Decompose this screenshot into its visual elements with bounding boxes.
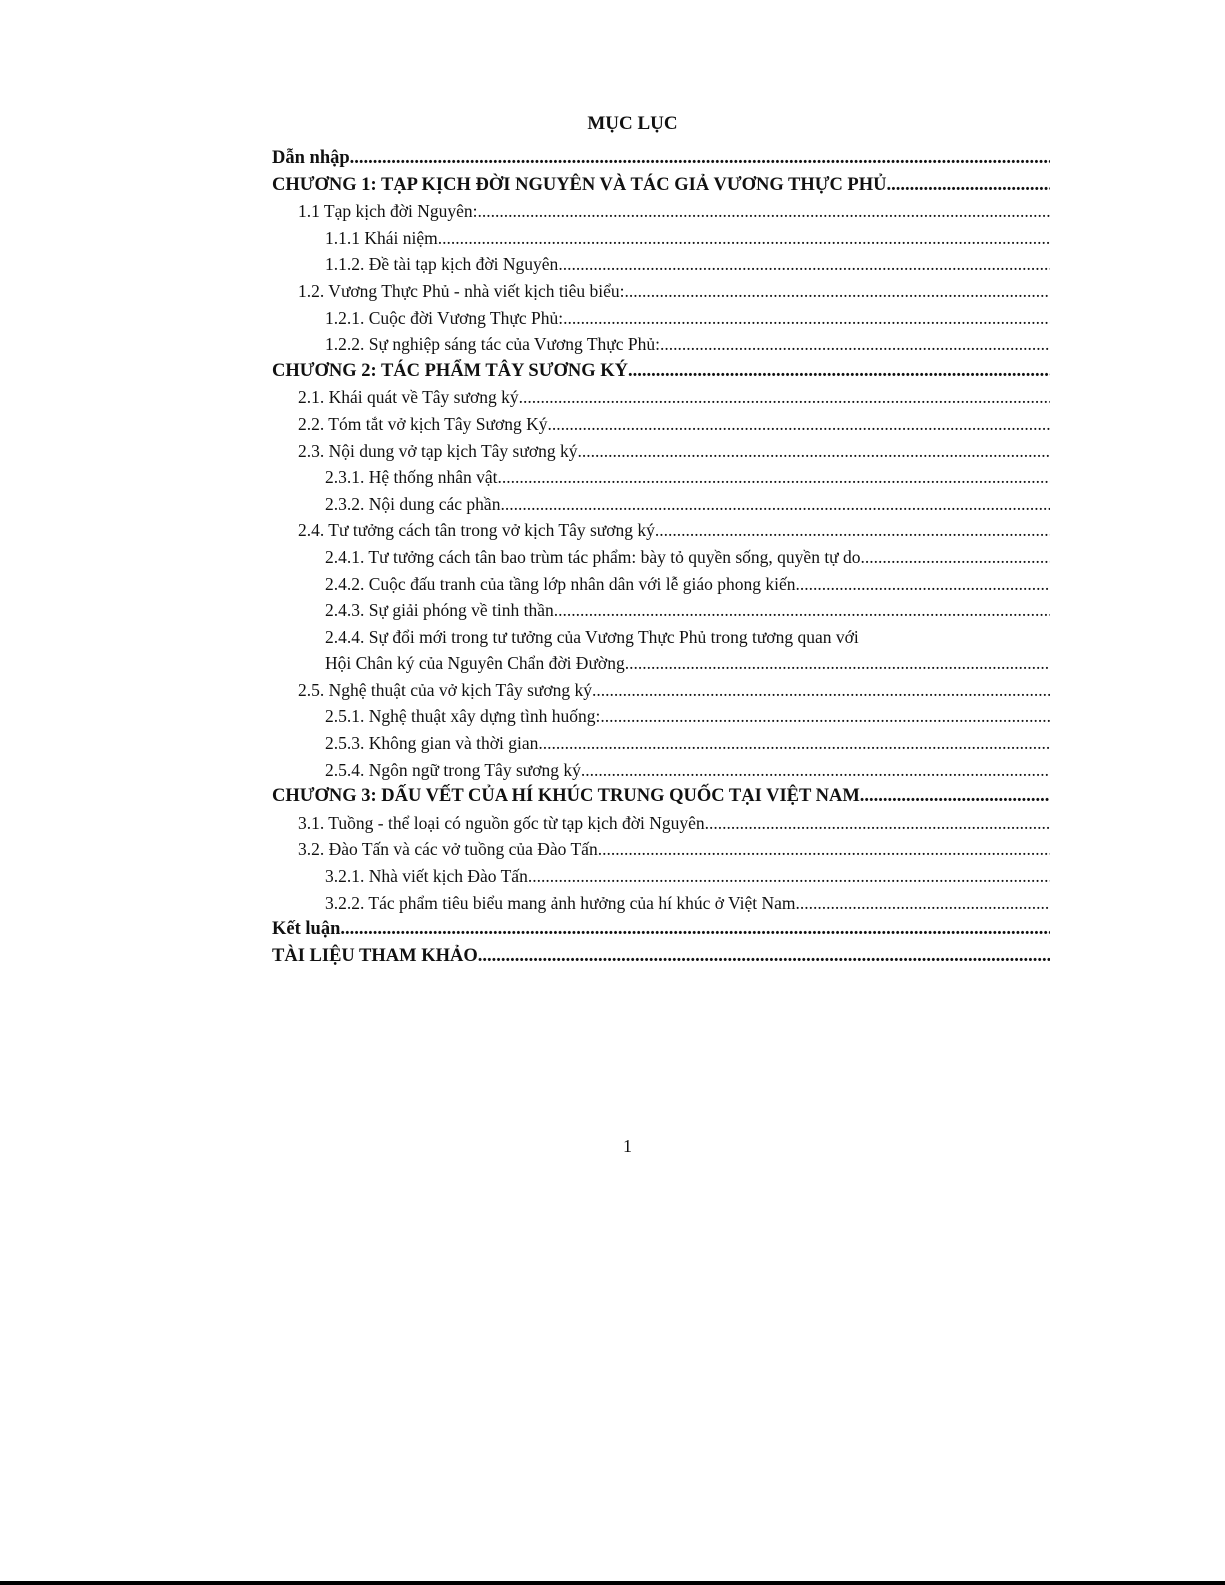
toc-entry-1-2: 1.2. Vương Thực Phủ - nhà viết kịch tiêu biểu: ..... — [272, 278, 1050, 305]
toc-entry-2-4-4: 2.4.4. Sự đổi mới trong tư tưởng của Vương Thực Phủ trong tương quan với Hội Chân ký của Nguyên Chẩn đời Đường ..... — [272, 624, 1050, 677]
page-title: MỤC LỤC — [587, 113, 678, 134]
page-number: 1 — [623, 1136, 632, 1156]
toc-entry-3-2-1: 3.2.1. Nhà viết kịch Đào Tấn ..... — [272, 863, 1050, 890]
toc-entry-2-4: 2.4. Tư tưởng cách tân trong vở kịch Tây sương ký ..... — [272, 517, 1050, 544]
toc-entry-2-3-1: 2.3.1. Hệ thống nhân vật ..... — [272, 464, 1050, 491]
toc-entry-2-4-1: 2.4.1. Tư tưởng cách tân bao trùm tác phẩm: bày tỏ quyền sống, quyền tự do ..... — [272, 544, 1050, 571]
table-of-contents — [272, 145, 1050, 969]
toc-entry-2-5-4: 2.5.4. Ngôn ngữ trong Tây sương ký ..... — [272, 757, 1050, 784]
toc-entry-2-4-2: 2.4.2. Cuộc đấu tranh của tầng lớp nhân dân với lễ giáo phong kiến ..... — [272, 571, 1050, 598]
toc-entry-chapter-3: CHƯƠNG 3: DẤU VẾT CỦA HÍ KHÚC TRUNG QUỐC TẠI VIỆT NAM ..... — [272, 783, 1050, 810]
toc-entry-tai-lieu: TÀI LIỆU THAM KHẢO ..... — [272, 943, 1050, 970]
toc-entry-1-1-1: 1.1.1 Khái niệm ..... — [272, 225, 1050, 252]
toc-entry-3-1: 3.1. Tuồng - thể loại có nguồn gốc từ tạp kịch đời Nguyên ..... — [272, 810, 1050, 837]
toc-entry-2-3: 2.3. Nội dung vở tạp kịch Tây sương ký ..... — [272, 438, 1050, 465]
toc-entry-1-1: 1.1 Tạp kịch đời Nguyên: ..... — [272, 198, 1050, 225]
toc-entry-1-2-1: 1.2.1. Cuộc đời Vương Thực Phủ: ..... — [272, 305, 1050, 332]
toc-entry-2-3-2: 2.3.2. Nội dung các phần ..... — [272, 491, 1050, 518]
toc-entry-1-1-2: 1.1.2. Đề tài tạp kịch đời Nguyên ..... — [272, 251, 1050, 278]
toc-entry-1-2-2: 1.2.2. Sự nghiệp sáng tác của Vương Thực Phủ: ..... — [272, 331, 1050, 358]
toc-entry-chapter-1: CHƯƠNG 1: TẠP KỊCH ĐỜI NGUYÊN VÀ TÁC GIẢ VƯƠNG THỰC PHỦ ..... — [272, 172, 1050, 199]
toc-entry-chapter-2: CHƯƠNG 2: TÁC PHẨM TÂY SƯƠNG KÝ ..... — [272, 358, 1050, 385]
toc-entry-2-2: 2.2. Tóm tắt vở kịch Tây Sương Ký ..... — [272, 411, 1050, 438]
toc-entry-dan-nhap: Dẫn nhập ..... — [272, 145, 1050, 172]
toc-entry-2-5-1: 2.5.1. Nghệ thuật xây dựng tình huống: ..... — [272, 703, 1050, 730]
toc-entry-2-5: 2.5. Nghệ thuật của vở kịch Tây sương ký ..... — [272, 677, 1050, 704]
bottom-divider — [0, 1581, 1225, 1585]
toc-entry-ket-luan: Kết luận ..... — [272, 916, 1050, 943]
toc-entry-2-1: 2.1. Khái quát về Tây sương ký ..... — [272, 384, 1050, 411]
toc-entry-3-2: 3.2. Đào Tấn và các vở tuồng của Đào Tấn ..... — [272, 836, 1050, 863]
toc-entry-2-5-3: 2.5.3. Không gian và thời gian ..... — [272, 730, 1050, 757]
toc-entry-2-4-3: 2.4.3. Sự giải phóng về tinh thần ..... — [272, 597, 1050, 624]
toc-entry-3-2-2: 3.2.2. Tác phẩm tiêu biểu mang ảnh hưởng của hí khúc ở Việt Nam ..... — [272, 890, 1050, 917]
